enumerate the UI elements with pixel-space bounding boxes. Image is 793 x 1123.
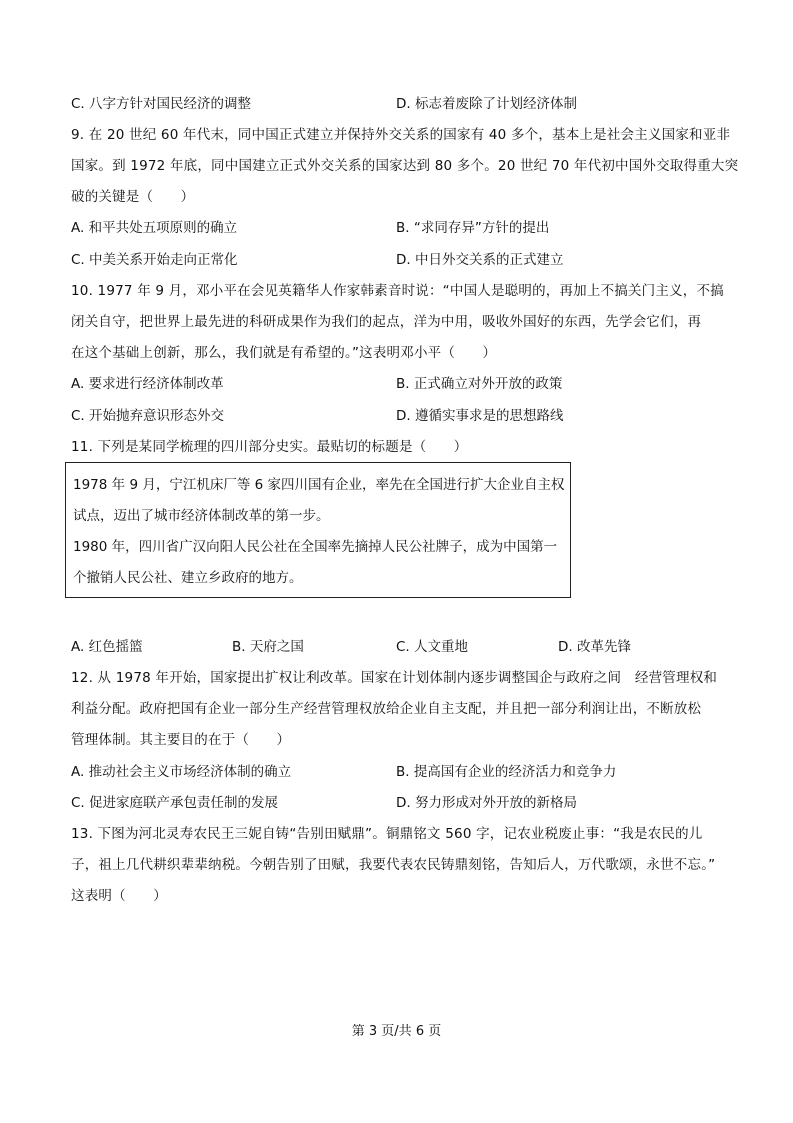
q12-options-ab (71, 762, 731, 782)
q9-option-d: D. 中日外交关系的正式建立 (396, 252, 564, 268)
page-number-footer: 第 3 页/共 6 页 (351, 1024, 442, 1039)
q8-option-d: D. 标志着废除了计划经济体制 (396, 96, 577, 112)
q11-options (71, 637, 731, 657)
q9-stem-line-2: 国家。到 1972 年底，同中国建立正式外交关系的国家达到 80 多个。20 世纪 70 年代初中国外交取得重大突 (71, 158, 739, 174)
q11-material-line-3: 1980 年，四川省广汉向阳人民公社在全国率先摘掉人民公社牌子，成为中国第一 (73, 539, 558, 555)
q10-stem-line-3: 在这个基础上创新，那么，我们就是有希望的。”这表明邓小平（ ） (71, 345, 497, 361)
q12-stem-line-3: 管理体制。其主要目的在于（ ） (71, 732, 291, 748)
q11-material-box (65, 462, 571, 598)
q9-option-a: A. 和平共处五项原则的确立 (71, 220, 238, 236)
q12-option-d: D. 努力形成对外开放的新格局 (396, 795, 577, 811)
q11-material-line-1: 1978 年 9 月，宁江机床厂等 6 家四川国有企业，率先在全国进行扩大企业自主权 (73, 477, 565, 493)
q12-stem-line-1: 12. 从 1978 年开始，国家提出扩权让利改革。国家在计划体制内逐步调整国企与政府之间 经营管理权和 (71, 670, 718, 686)
q10-option-d: D. 遵循实事求是的思想路线 (396, 408, 564, 424)
q13-stem-line-3: 这表明（ ） (71, 888, 167, 904)
q12-option-a: A. 推动社会主义市场经济体制的确立 (71, 764, 292, 780)
q10-option-c: C. 开始抛弃意识形态外交 (71, 408, 225, 424)
q11-option-b: B. 天府之国 (232, 639, 304, 655)
q9-stem-line-1: 9. 在 20 世纪 60 年代末，同中国正式建立并保持外交关系的国家有 40 多个，基本上是社会主义国家和亚非 (71, 127, 731, 143)
q11-material-line-4: 个撤销人民公社、建立乡政府的地方。 (73, 570, 303, 586)
q10-option-a: A. 要求进行经济体制改革 (71, 376, 224, 392)
q10-options-ab (71, 374, 731, 394)
q9-option-b: B. “求同存异”方针的提出 (396, 220, 550, 236)
q9-options-cd (71, 250, 731, 270)
q10-stem-line-2: 闭关自守，把世界上最先进的科研成果作为我们的起点，洋为中用，吸收外国好的东西，先学会它们，再 (71, 314, 702, 330)
q11-stem: 11. 下列是某同学梳理的四川部分史实。最贴切的标题是（ ） (71, 439, 468, 455)
q13-stem-line-2: 子，祖上几代耕织辈辈纳税。今朝告别了田赋，我要代表农民铸鼎刻铭，告知后人，万代歌颂，永世不忘。” (71, 857, 716, 873)
q12-options-cd (71, 793, 731, 813)
q12-option-c: C. 促进家庭联产承包责任制的发展 (71, 795, 279, 811)
q9-option-c: C. 中美关系开始走向正常化 (71, 252, 238, 268)
q12-option-b: B. 提高国有企业的经济活力和竞争力 (396, 764, 617, 780)
q9-options-ab (71, 218, 731, 238)
q11-option-d: D. 改革先锋 (558, 639, 631, 655)
q8-option-c: C. 八字方针对国民经济的调整 (71, 96, 252, 112)
q10-option-b: B. 正式确立对外开放的政策 (396, 376, 563, 392)
q10-options-cd (71, 406, 731, 426)
q11-option-a: A. 红色摇篮 (71, 639, 143, 655)
q12-stem-line-2: 利益分配。政府把国有企业一部分生产经营管理权放给企业自主支配，并且把一部分利润让出，不断放松 (71, 701, 702, 717)
q13-stem-line-1: 13. 下图为河北灵寿农民王三妮自铸“告别田赋鼎”。铜鼎铭文 560 字，记农业税废止事：“我是农民的儿 (71, 826, 703, 842)
q10-stem-line-1: 10. 1977 年 9 月，邓小平在会见英籍华人作家韩素音时说：“中国人是聪明的，再加上不搞关门主义，不搞 (71, 283, 724, 299)
q9-stem-line-3: 破的关键是（ ） (71, 189, 195, 205)
q11-option-c: C. 人文重地 (396, 639, 469, 655)
q11-material-line-2: 试点，迈出了城市经济体制改革的第一步。 (73, 508, 330, 524)
q8-options-cd (71, 94, 731, 114)
